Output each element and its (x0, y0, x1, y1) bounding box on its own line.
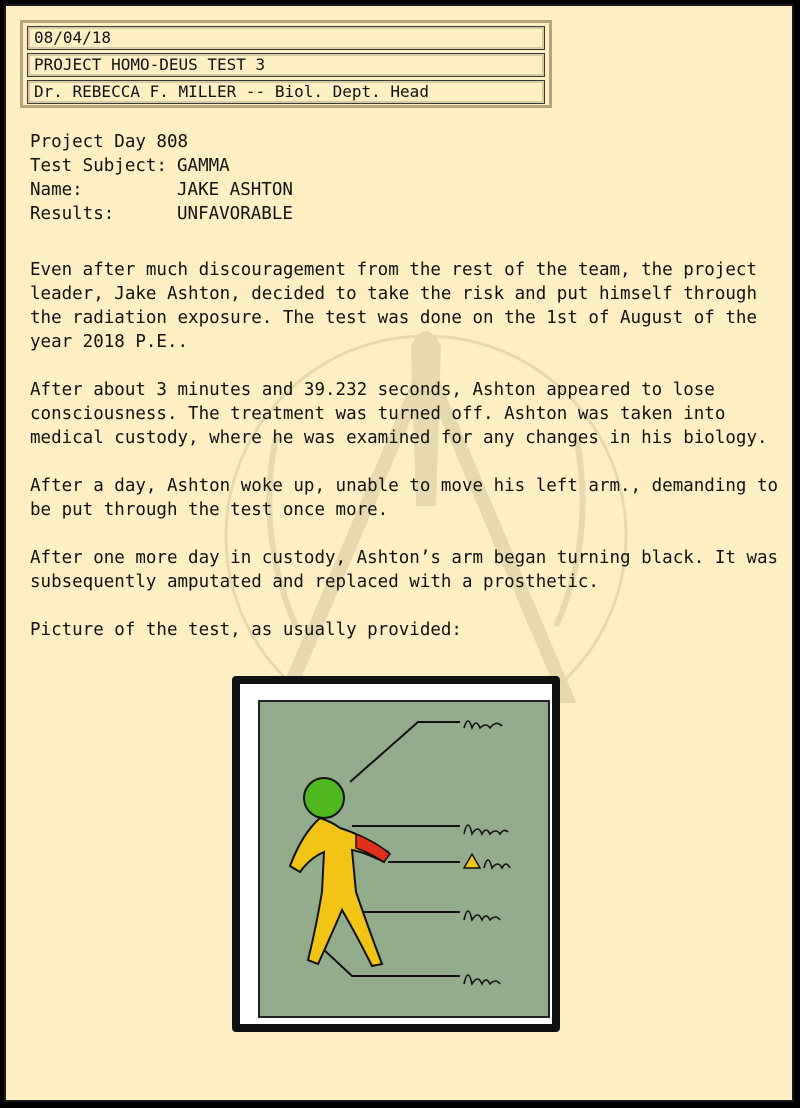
project-day-text: Project Day 808 (30, 132, 189, 152)
test-picture (258, 700, 550, 1018)
field-label: Results: (30, 204, 115, 224)
label-line-feet (322, 948, 460, 976)
field-label: Name: (30, 180, 83, 200)
label-glyph-feet (464, 975, 500, 984)
field-label: Test Subject: (30, 156, 167, 176)
field-row-test-subject (30, 154, 786, 178)
report-body (30, 258, 786, 666)
label-glyph-head (464, 721, 502, 728)
paragraph: After one more day in custody, Ashton’s arm began turning black. It was subsequently amputated and replaced with a prosthetic. (30, 548, 779, 592)
field-value: GAMMA (177, 156, 230, 176)
warning-triangle-icon (464, 854, 480, 868)
label-glyph-torso (464, 825, 508, 834)
test-picture-frame (232, 676, 560, 1032)
label-glyph-arm (484, 860, 510, 868)
paragraph: After a day, Ashton woke up, unable to move his left arm., demanding to be put through the test once more. (30, 476, 779, 520)
field-value: UNFAVORABLE (177, 204, 293, 224)
field-row-name (30, 178, 786, 202)
record-block (30, 130, 786, 226)
field-row-results (30, 202, 786, 226)
figure-torso (290, 818, 388, 966)
document-page (4, 4, 794, 1102)
header-box (20, 20, 552, 108)
body-diagram (260, 702, 548, 1016)
figure-caption: Picture of the test, as usually provided: (30, 620, 462, 640)
label-line-head (350, 722, 460, 782)
header-author: Dr. REBECCA F. MILLER -- Biol. Dept. Head (27, 80, 545, 104)
paragraph: Even after much discouragement from the rest of the team, the project leader, Jake Ashton, decided to take the risk and put himself through the radiation exposure. The test was done on the 1st of August of the year 2018 P.E.. (30, 260, 757, 352)
figure-head (304, 778, 344, 818)
picture-mat (240, 684, 552, 1024)
header-date: 08/04/18 (27, 26, 545, 50)
header-project: PROJECT HOMO-DEUS TEST 3 (27, 53, 545, 77)
label-glyph-legs (464, 911, 500, 920)
paragraph: After about 3 minutes and 39.232 seconds, Ashton appeared to lose consciousness. The treatment was turned off. Ashton was taken into medical custody, where he was examined for any changes in his biology. (30, 380, 768, 448)
field-value: JAKE ASHTON (177, 180, 293, 200)
project-day (30, 130, 786, 154)
